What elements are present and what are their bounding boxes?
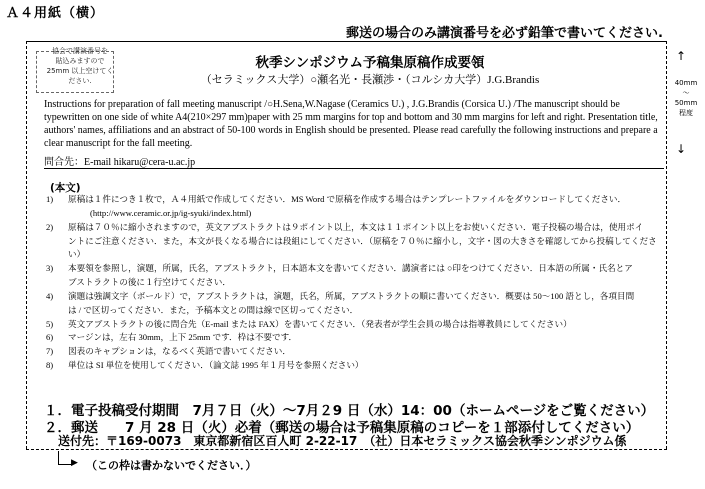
authors-line: （セラミックス大学）○瀬名光・長瀬渉・（コルシカ大学）J.G.Brandis [200,74,540,86]
top-margin-line: 40mm [674,79,698,87]
instruction-line: 原稿は７０％に縮小されますので，英文アブストラクトは９ポイント以上，本文は１１ポイント以上をお使いください．電子投稿の場合は，使用ポイ [68,221,644,232]
abstract-line: authors' names, affiliations and an abstract of 50-100 words in English should be presented. Please read carefully the following instructions and prepare a [44,125,658,137]
instruction-number: 7) [46,346,54,357]
instruction-line: 英文アブストラクトの後に問合先（E-mail または FAX）を書いてください．（発表者が学生会員の場合は指導教員にしてください） [68,318,572,329]
instruction-line: 単位は SI 単位を使用してください．（論文誌 1995 年１月号を参照ください） [68,360,364,371]
manuscript-title: 秋季シンポジウム予稿集原稿作成要領 [255,55,485,71]
instruction-item [46,221,658,263]
abstract-line: clear manuscript for the fall meeting. [44,138,193,150]
instruction-line: 演題は強調文字（ボールド）で，アブストラクトは，演題，氏名，所属，アブストラクトの順に書いてください．概要は 50～100 語とし，各項目間 [68,290,635,301]
instruction-number: 8) [46,360,54,371]
instruction-line: ブストラクトの後に１行空けてください． [68,277,231,288]
instruction-item [46,359,658,373]
instruction-item [46,331,658,345]
number-placeholder-line: 貼込みますので [55,57,105,65]
mail-deadline: ２．郵送 7 月 28 日（火）必着（郵送の場合は予稿集原稿のコピーを１部添付してください） [44,420,640,436]
instruction-item [46,318,658,332]
english-abstract [44,98,659,150]
frame-footnote: （この枠は書かないでください．） [86,459,257,472]
number-placeholder-note [38,46,122,86]
top-margin-note [666,78,705,118]
number-placeholder-line: 25mm 以上空けてく [46,67,114,75]
frame-top-border [26,41,666,42]
instruction-line: 原稿は１件につき１枚で，Ａ４用紙で作成してください．MS Word で原稿を作成する場合はテンプレートファイルをダウンロードしてください． [68,194,627,204]
top-margin-line: 50mm [674,99,698,107]
instruction-url: (http://www.ceramic.or.jp/ig-syuki/index.html) [90,207,252,218]
instruction-number: 4) [46,290,54,301]
instruction-number: 2) [46,221,54,232]
electronic-deadline: １．電子投稿受付期間 7月７日（火）～7月２9 日（水）14：00（ホームページをご覧ください） [44,403,655,419]
top-margin-line: ～ [682,89,690,97]
number-placeholder-line: ださい. [68,77,92,85]
instruction-number: 3) [46,263,54,274]
instruction-number: 5) [46,318,54,329]
instruction-line: 図表のキャプションは，なるべく英語で書いてください． [68,346,291,357]
instruction-line: 本要領を参照し，演題，所属，氏名，アブストラクト，日本語本文を書いてください．講演者には ○印をつけてください．日本語の所属・氏名とア [68,263,633,274]
top-margin-line: 程度 [679,109,693,117]
arrow-up-icon: ↑ [676,49,687,63]
frame-left-border [26,41,27,449]
instruction-item [46,290,658,318]
instruction-number: 6) [46,332,54,343]
abstract-separator [44,168,664,169]
instruction-item [46,262,658,290]
number-placeholder-line: 協会で講演番号を [52,47,108,55]
instruction-item [46,193,658,221]
arrowhead-icon: ▶ [71,458,78,468]
instruction-item [46,345,658,359]
abstract-line: typewritten on one side of white A4(210×297 mm)paper with 25 mm margins for top and bottom and 30 mm margins for left and right. Presentation title, [44,112,658,124]
arrow-down-icon: ↓ [676,142,687,156]
instruction-line: は / で区切ってください．また，予稿本文との間は線で区切ってください． [68,304,359,315]
contact-line: 問合先：E-mail hikaru@cera-u.ac.jp [44,157,196,168]
instruction-number: 1) [46,194,54,204]
abstract-line: Instructions for preparation of fall meeting manuscript /○H.Sena,W.Nagase (Ceramics U.) , J.G.Brandis (Corsica U.) /The manuscript should be [44,99,620,110]
mail-submission-note: 郵送の場合のみ講演番号を必ず鉛筆で書いてください. [346,26,663,41]
instruction-line: マージンは，左右 30mm，上下 25mm です．枠は不要です． [68,332,298,343]
instruction-list [46,193,658,373]
mailing-address: 送付先：〒169-0073 東京都新宿区百人町 2-22-17 （社）日本セラミックス協会秋季シンポジウム係 [58,434,627,448]
body-heading: (本文) [50,182,81,194]
instruction-line: ントにご注意ください．また，本文が長くなる場合には段組にしてください．（原稿を７０％に縮小し，文字・図の大きさを確認してから投稿してください） [68,235,657,260]
frame-bottom-border [26,449,667,450]
paper-size-label: Ａ４用紙（横） [6,6,105,21]
